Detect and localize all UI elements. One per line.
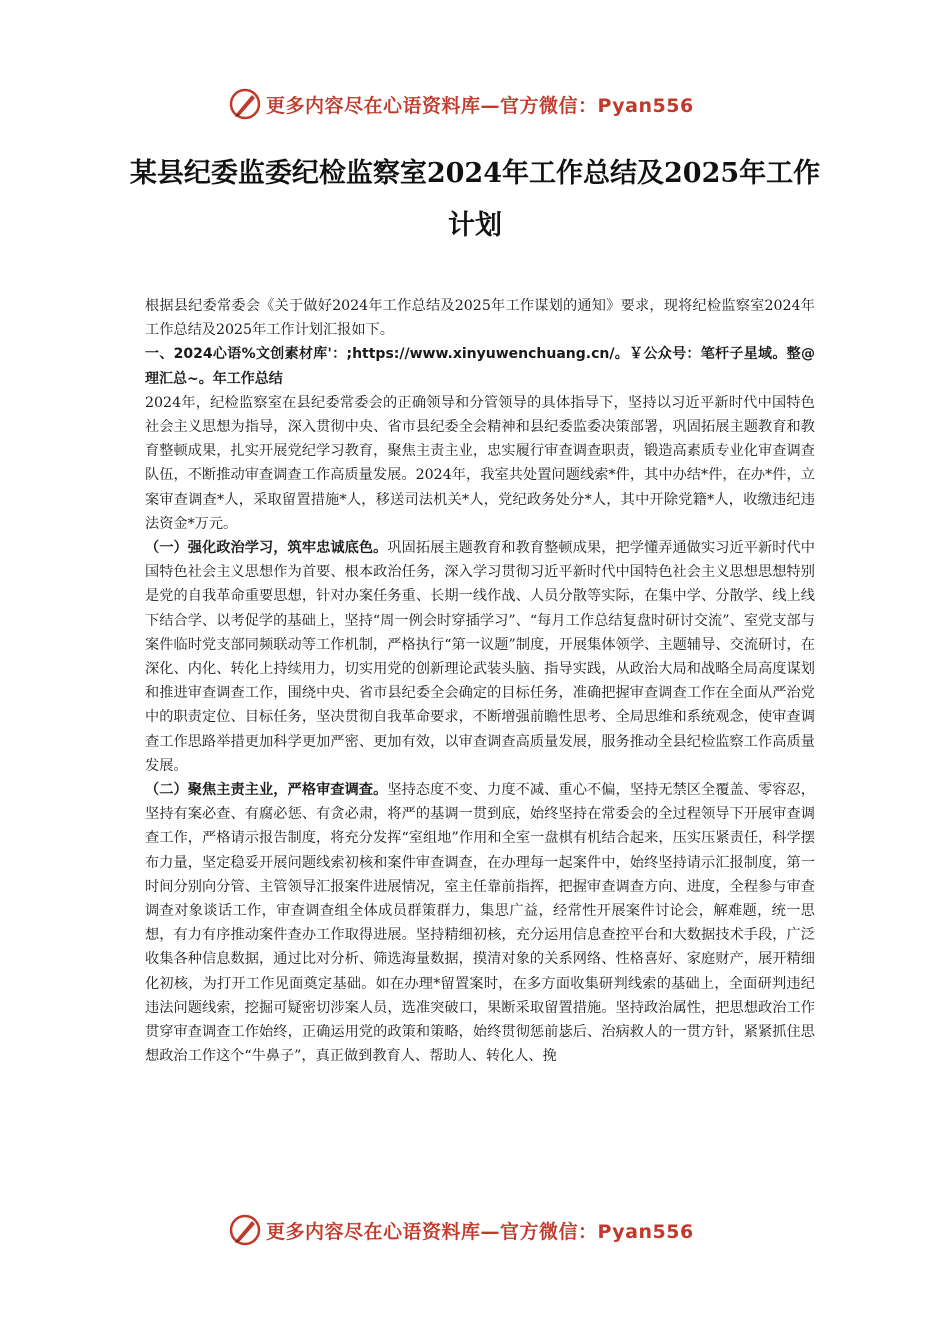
- pen-logo-icon: [228, 1213, 262, 1247]
- watermark-text: 更多内容尽在心语资料库—官方微信：Pyan556: [266, 1220, 694, 1243]
- document-title: 某县纪委监委纪检监察室2024年工作总结及2025年工作计划: [129, 158, 821, 241]
- intro-paragraph: 根据县纪委常委会《关于做好2024年工作总结及2025年工作谋划的通知》要求，现将纪检监察室2024年工作总结及2025年工作计划汇报如下。: [145, 298, 815, 339]
- subsection-heading-2: （二）聚焦主责主业，严格审查调查。: [145, 782, 388, 799]
- watermark-text: 更多内容尽在心语资料库—官方微信：Pyan556: [266, 94, 694, 117]
- subsection-1-paragraph: [145, 536, 815, 778]
- document-body: [145, 294, 815, 1069]
- subsection-2-text: 坚持态度不变、力度不减、重心不偏，坚持无禁区全覆盖、零容忍，坚持有案必查、有腐必惩、有贪必肃，将严的基调一贯到底，始终坚持在常委会的全过程领导下开展审查调查工作，严格请示报告制度，将充分发挥“室组地”作用和全室一盘棋有机结合起来，压实压紧责任，科学摆布力量，坚定稳妥开展问题线索初核和案件审查调查，在办理每一起案件中，始终坚持请示汇报制度，第一时间分别向分管、主管领导汇报案件进展情况，室主任靠前指挥，把握审查调查方向、进度，全程参与审查调查对象谈话工作，审查调查组全体成员群策群力，集思广益，经常性开展案件讨论会，解难题，统一思想，有力有序推动案件查办工作取得进展。坚持精细初核，充分运用信息查控平台和大数据技术手段，广泛收集各种信息数据，通过比对分析、筛选海量数据，摸清对象的关系网络、性格喜好、家庭财产，展开精细化初核，为打开工作见面奠定基础。如在办理*留置案时，在多方面收集研判线索的基础上，全面研判违纪违法问题线索，挖掘可疑密切涉案人员，选准突破口，果断采取留置措施。坚持政治属性，把思想政治工作贯穿审查调查工作始终，正确运用党的政策和策略，始终贯彻惩前毖后、治病救人的一贯方针，紧紧抓住思想政治工作这个“牛鼻子”，真正做到教育人、帮助人、转化人、挽: [145, 782, 815, 1065]
- subsection-2-paragraph: [145, 778, 815, 1068]
- pen-logo-icon: [228, 87, 262, 121]
- header-watermark-banner: [228, 86, 694, 122]
- section-heading-1: 一、2024心语%文创素材库'：;https://www.xinyuwenchuang.cn/。￥公众号：笔杆子星域。整@理汇总~。年工作总结: [145, 346, 815, 387]
- subsection-1-text: 巩固拓展主题教育和教育整顿成果，把学懂弄通做实习近平新时代中国特色社会主义思想作为首要、根本政治任务，深入学习贯彻习近平新时代中国特色社会主义思想思想特别是党的自我革命重要思想，针对办案任务重、长期一线作战、人员分散等实际，在集中学、分散学、线上线下结合学、以考促学的基础上，坚持“周一例会时穿插学习”、“每月工作总结复盘时研讨交流”、室党支部与案件临时党支部同频联动等工作机制，严格执行“第一议题”制度，开展集体领学、主题辅导、交流研讨，在深化、内化、转化上持续用力，切实用党的创新理论武装头脑、指导实践，从政治大局和战略全局高度谋划和推进审查调查工作，围绕中央、省市县纪委全会确定的目标任务，准确把握审查调查工作在全面从严治党中的职责定位、目标任务，坚决贯彻自我革命要求，不断增强前瞻性思考、全局思维和系统观念，使审查调查工作思路举措更加科学更加严密、更加有效，以审查调查高质量发展，服务推动全县纪检监察工作高质量发展。: [145, 540, 815, 774]
- section-1-paragraph: 2024年，纪检监察室在县纪委常委会的正确领导和分管领导的具体指导下，坚持以习近平新时代中国特色社会主义思想为指导，深入贯彻中央、省市县纪委全会精神和县纪委监委决策部署，巩固拓展主题教育和教育整顿成果，扎实开展党纪学习教育，聚焦主责主业，忠实履行审查调查职责，锻造高素质专业化审查调查队伍，不断推动审查调查工作高质量发展。2024年，我室共处置问题线索*件，其中办结*件，在办*件，立案审查调查*人，采取留置措施*人，移送司法机关*人，党纪政务处分*人，其中开除党籍*人，收缴违纪违法资金*万元。: [145, 394, 815, 532]
- subsection-heading-1: （一）强化政治学习，筑牢忠诚底色。: [145, 540, 388, 557]
- footer-watermark-banner: [228, 1212, 694, 1248]
